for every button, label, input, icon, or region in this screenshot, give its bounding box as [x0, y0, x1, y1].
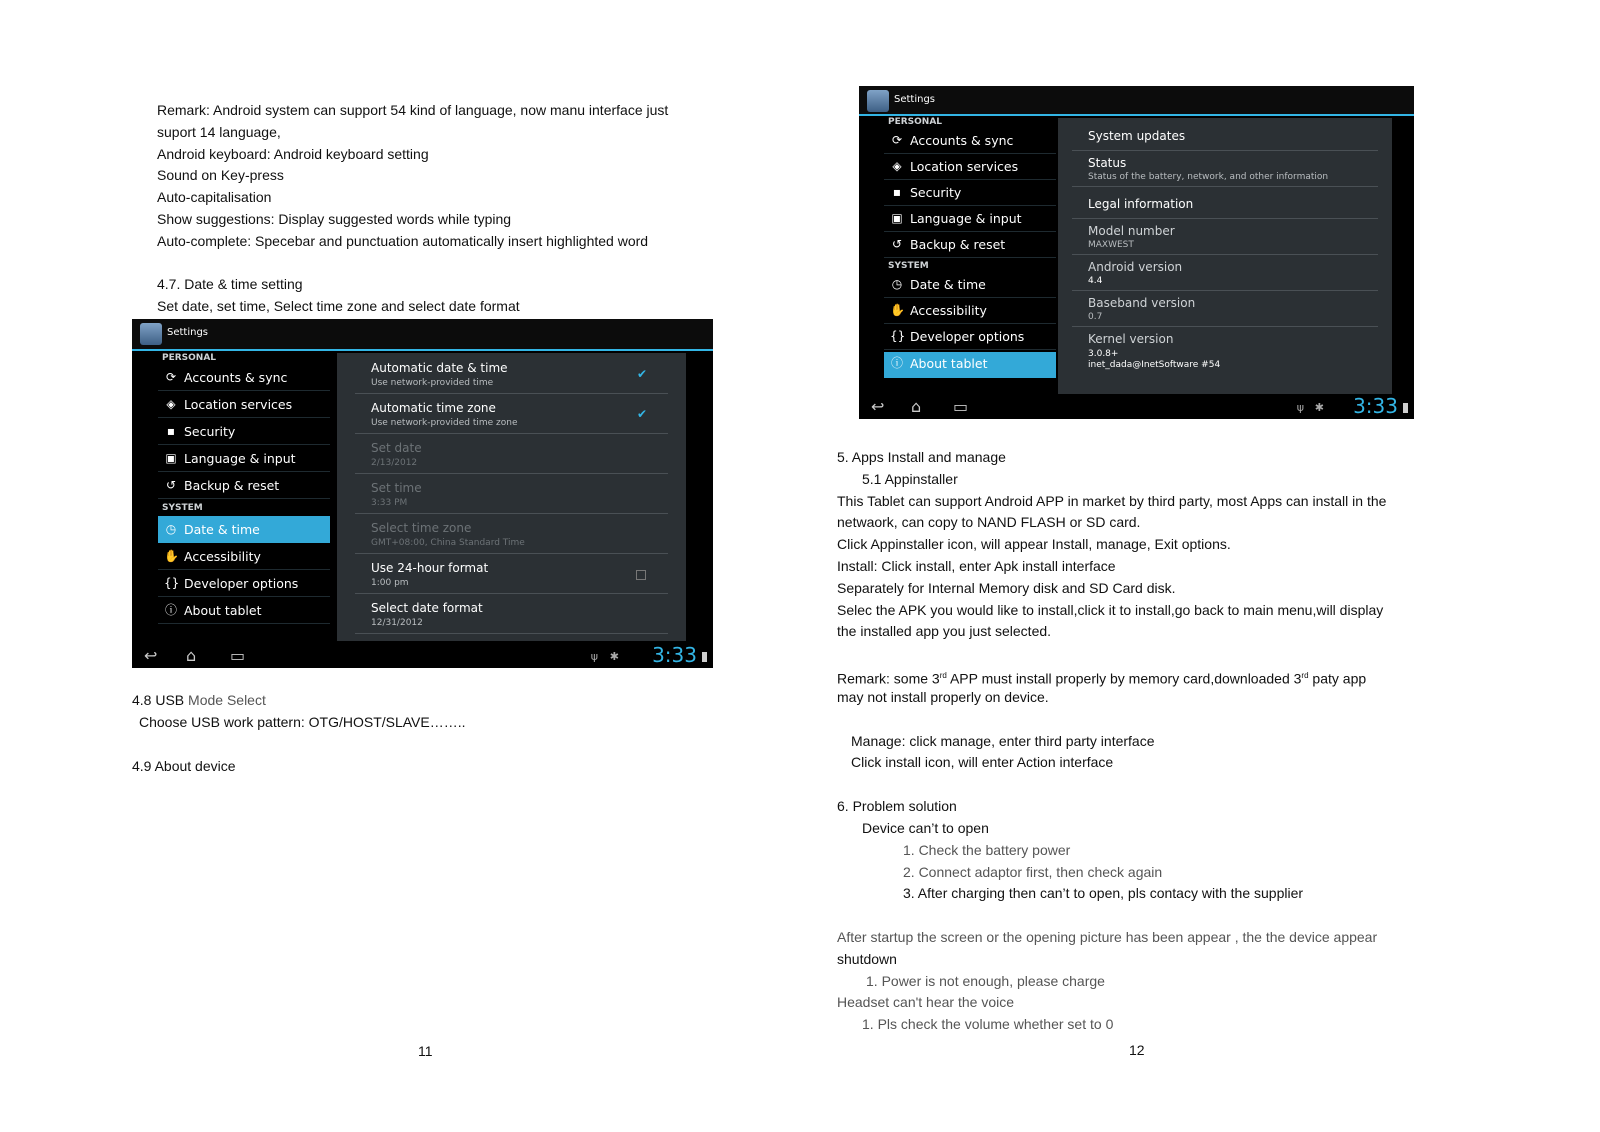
about-tablet-screenshot	[859, 86, 1414, 419]
sync-icon: ⟳	[165, 370, 177, 384]
sidebar-item-language[interactable]	[158, 447, 330, 472]
sidebar-item-label: Accounts & sync	[910, 133, 1014, 148]
about-row-android-version[interactable]	[1072, 256, 1378, 291]
sound-line: Sound on Key-press	[157, 167, 284, 183]
sidebar-item-label: Security	[184, 424, 236, 439]
backup-icon: ↺	[165, 478, 177, 492]
volume-step: 1. Pls check the volume whether set to 0	[862, 1016, 1114, 1032]
problem-step-2: 2. Connect adaptor first, then check again	[903, 864, 1163, 880]
battery-icon	[1403, 403, 1408, 413]
remark-line-2: may not install properly on device.	[837, 689, 1049, 705]
sidebar-item-label: Backup & reset	[910, 237, 1006, 252]
about-title: Status	[1088, 156, 1127, 170]
usb-heading-suffix: Mode Select	[184, 692, 266, 708]
sidebar-item-accounts-sync[interactable]	[158, 366, 330, 391]
setting-subtitle: 3:33 PM	[371, 498, 408, 508]
sidebar-item-label: About tablet	[910, 356, 988, 371]
remark-part-a: Remark: some 3	[837, 670, 940, 687]
headset-heading: Headset can't hear the voice	[837, 994, 1015, 1010]
sidebar-item-label: About tablet	[184, 603, 262, 618]
settings-app-icon	[867, 90, 889, 112]
android-debug-icon: ✱	[609, 650, 619, 663]
section-personal: PERSONAL	[888, 117, 943, 127]
about-subtitle: 3.0.8+	[1088, 349, 1119, 359]
section-date-time-heading: 4.7. Date & time setting	[157, 276, 303, 292]
about-device-heading: 4.9 About device	[132, 758, 236, 774]
about-title: Kernel version	[1088, 332, 1174, 346]
setting-title: Set time	[371, 481, 422, 495]
sidebar-item-about[interactable]	[158, 599, 330, 624]
home-icon[interactable]: ⌂	[911, 397, 922, 416]
setting-subtitle: GMT+08:00, China Standard Time	[371, 538, 525, 548]
settings-app-icon	[140, 323, 162, 345]
about-subtitle: 0.7	[1088, 312, 1103, 322]
sidebar-item-label: Date & time	[910, 277, 986, 292]
setting-title: Automatic date & time	[371, 361, 508, 375]
sidebar-item-label: Location services	[184, 397, 293, 412]
after-startup-line2: shutdown	[837, 951, 897, 967]
clock-icon: ◷	[165, 522, 177, 536]
section-system: SYSTEM	[162, 503, 203, 513]
sidebar-item-backup[interactable]	[884, 233, 1056, 258]
device-cant-open: Device can’t to open	[862, 820, 989, 836]
superscript-rd: rd	[1301, 671, 1309, 680]
clock-icon: ◷	[891, 277, 903, 291]
system-nav-bar	[859, 395, 1414, 419]
problem-step-3: 3. After charging then can’t to open, pls contacy with the supplier	[903, 885, 1304, 901]
setting-subtitle: Use network-provided time	[371, 378, 494, 388]
apps-para-7: the installed app you just selected.	[837, 623, 1052, 639]
settings-sidebar	[884, 115, 1056, 395]
keyboard-icon: ▣	[891, 211, 903, 225]
settings-title: Settings	[167, 327, 209, 338]
lock-icon: ▪	[166, 424, 176, 438]
sidebar-item-label: Language & input	[910, 211, 1022, 226]
braces-icon: {}	[164, 576, 180, 590]
backup-icon: ↺	[891, 237, 903, 251]
settings-sidebar	[158, 351, 330, 641]
about-row-baseband	[1072, 292, 1378, 327]
suggestions-line: Show suggestions: Display suggested words while typing	[157, 211, 512, 227]
autocap-line: Auto-capitalisation	[157, 189, 272, 205]
manage-text: Manage: click manage, enter third party interface	[851, 733, 1155, 749]
status-clock: 3:33	[652, 643, 697, 667]
about-subtitle: MAXWEST	[1088, 240, 1134, 250]
click-install-text: Click install icon, will enter Action interface	[851, 754, 1114, 770]
android-debug-icon: ✱	[1314, 401, 1324, 414]
date-time-description: Set date, set time, Select time zone and select date format	[157, 298, 520, 314]
remark-language-line2: suport 14 language,	[157, 124, 281, 140]
checkbox-checked-icon[interactable]: ✔	[637, 407, 648, 421]
sidebar-item-label: Security	[910, 185, 962, 200]
usb-pattern-text: Choose USB work pattern: OTG/HOST/SLAVE……..	[139, 714, 466, 730]
recent-apps-icon[interactable]: ▭	[953, 397, 969, 416]
settings-action-bar	[132, 319, 713, 351]
usb-icon: ψ	[1296, 401, 1304, 414]
sidebar-item-accessibility[interactable]	[158, 545, 330, 570]
setting-row-auto-timezone[interactable]	[355, 397, 668, 434]
setting-row-time-zone[interactable]	[355, 517, 668, 554]
settings-title: Settings	[894, 94, 936, 105]
sidebar-item-location[interactable]	[884, 155, 1056, 180]
setting-row-set-date[interactable]	[355, 437, 668, 474]
apps-para-6: Selec the APK you would like to install,click it to install,go back to main menu,will display	[837, 602, 1384, 618]
sidebar-item-accessibility[interactable]	[884, 299, 1056, 324]
about-title: System updates	[1088, 129, 1186, 143]
setting-title: Select time zone	[371, 521, 472, 535]
setting-subtitle: Use network-provided time zone	[371, 418, 518, 428]
about-title: Legal information	[1088, 197, 1194, 211]
apps-para-3: Click Appinstaller icon, will appear Install, manage, Exit options.	[837, 536, 1231, 552]
remark-part-c: paty app	[1308, 670, 1367, 687]
about-subtitle: Status of the battery, network, and other information	[1088, 172, 1329, 182]
about-row-kernel	[1072, 328, 1378, 378]
back-icon[interactable]: ↩	[871, 397, 885, 416]
setting-title: Use 24-hour format	[371, 561, 489, 575]
apps-para-1: This Tablet can support Android APP in market by third party, most Apps can install in the	[837, 493, 1387, 509]
about-row-model	[1072, 220, 1378, 255]
settings-action-bar	[859, 86, 1414, 116]
remark-language-line1: Remark: Android system can support 54 kind of language, now manu interface just	[157, 102, 669, 118]
apps-para-5: Separately for Internal Memory disk and SD Card disk.	[837, 580, 1176, 596]
usb-heading-prefix: 4.8 USB	[132, 692, 185, 708]
recent-apps-icon[interactable]: ▭	[230, 646, 246, 665]
sidebar-item-date-time[interactable]	[158, 516, 330, 543]
setting-title: Select date format	[371, 601, 483, 615]
power-step: 1. Power is not enough, please charge	[866, 973, 1105, 989]
page-number-left: 11	[418, 1043, 433, 1059]
sync-icon: ⟳	[891, 133, 903, 147]
setting-subtitle: 2/13/2012	[371, 458, 418, 468]
lock-icon: ▪	[892, 185, 902, 199]
setting-row-set-time[interactable]	[355, 477, 668, 514]
sidebar-item-date-time[interactable]	[884, 273, 1056, 298]
hand-icon: ✋	[890, 303, 905, 317]
status-clock: 3:33	[1353, 394, 1398, 418]
sidebar-item-label: Date & time	[184, 522, 260, 537]
superscript-rd: rd	[939, 671, 947, 680]
setting-title: Automatic time zone	[371, 401, 496, 415]
keyboard-icon: ▣	[165, 451, 177, 465]
sidebar-item-language[interactable]	[884, 207, 1056, 232]
sidebar-item-label: Language & input	[184, 451, 296, 466]
setting-title: Set date	[371, 441, 422, 455]
appinstaller-heading: 5.1 Appinstaller	[862, 471, 958, 487]
about-title: Model number	[1088, 224, 1175, 238]
autocomplete-line: Auto-complete: Specebar and punctuation automatically insert highlighted word	[157, 233, 649, 249]
usb-mode-heading	[132, 690, 266, 712]
section-personal: PERSONAL	[162, 353, 217, 363]
sidebar-item-label: Accessibility	[910, 303, 987, 318]
sidebar-item-label: Accounts & sync	[184, 370, 288, 385]
sidebar-item-label: Developer options	[184, 576, 299, 591]
setting-row-date-format[interactable]	[355, 597, 668, 634]
sidebar-item-label: Developer options	[910, 329, 1025, 344]
checkbox-checked-icon[interactable]: ✔	[637, 367, 648, 381]
section-apps-heading: 5. Apps Install and manage	[837, 449, 1006, 465]
problem-step-1: 1. Check the battery power	[903, 842, 1071, 858]
about-row-status[interactable]	[1072, 152, 1378, 187]
about-row-system-updates[interactable]	[1072, 120, 1378, 151]
sidebar-item-label: Accessibility	[184, 549, 261, 564]
info-icon: ⓘ	[890, 356, 903, 370]
usb-icon: ψ	[590, 650, 598, 663]
setting-row-auto-date[interactable]	[355, 357, 668, 394]
after-startup-line1: After startup the screen or the opening picture has been appear , the the device appear	[837, 929, 1378, 945]
setting-subtitle: 1:00 pm	[371, 578, 409, 588]
sidebar-item-label: Location services	[910, 159, 1019, 174]
info-icon: ⓘ	[164, 603, 177, 617]
back-icon[interactable]: ↩	[144, 646, 158, 665]
about-tablet-panel	[1058, 118, 1392, 394]
page-number-right: 12	[1129, 1042, 1145, 1058]
sidebar-item-security[interactable]	[884, 181, 1056, 206]
sidebar-item-backup[interactable]	[158, 474, 330, 499]
sidebar-item-label: Backup & reset	[184, 478, 280, 493]
apps-para-4: Install: Click install, enter Apk install interface	[837, 558, 1116, 574]
sidebar-item-developer[interactable]	[158, 572, 330, 597]
home-icon[interactable]: ⌂	[186, 646, 197, 665]
apps-para-2: netwaork, can copy to NAND FLASH or SD card.	[837, 514, 1141, 530]
battery-icon	[702, 652, 707, 662]
setting-row-24-hour[interactable]	[355, 557, 668, 594]
location-icon: ◈	[166, 397, 176, 411]
remark-part-b: APP must install properly by memory card,downloaded 3	[946, 670, 1302, 687]
system-nav-bar	[132, 644, 713, 668]
location-icon: ◈	[892, 159, 902, 173]
sidebar-item-location[interactable]	[158, 393, 330, 418]
hand-icon: ✋	[164, 549, 179, 563]
section-system: SYSTEM	[888, 261, 929, 271]
section-problem-heading: 6. Problem solution	[837, 798, 957, 814]
sidebar-item-accounts-sync[interactable]	[884, 129, 1056, 154]
setting-subtitle: 12/31/2012	[371, 618, 423, 628]
about-title: Android version	[1088, 260, 1183, 274]
date-time-screenshot	[132, 319, 713, 668]
keyboard-line: Android keyboard: Android keyboard setting	[157, 146, 429, 162]
about-subtitle-2: inet_dada@InetSoftware #54	[1088, 360, 1221, 370]
about-row-legal[interactable]	[1072, 188, 1378, 219]
braces-icon: {}	[890, 329, 906, 343]
date-time-panel	[337, 353, 686, 641]
checkbox-unchecked[interactable]	[636, 570, 646, 580]
about-title: Baseband version	[1088, 296, 1196, 310]
sidebar-item-about[interactable]	[884, 352, 1056, 378]
sidebar-item-security[interactable]	[158, 420, 330, 445]
about-subtitle: 4.4	[1088, 276, 1103, 286]
sidebar-item-developer[interactable]	[884, 325, 1056, 350]
